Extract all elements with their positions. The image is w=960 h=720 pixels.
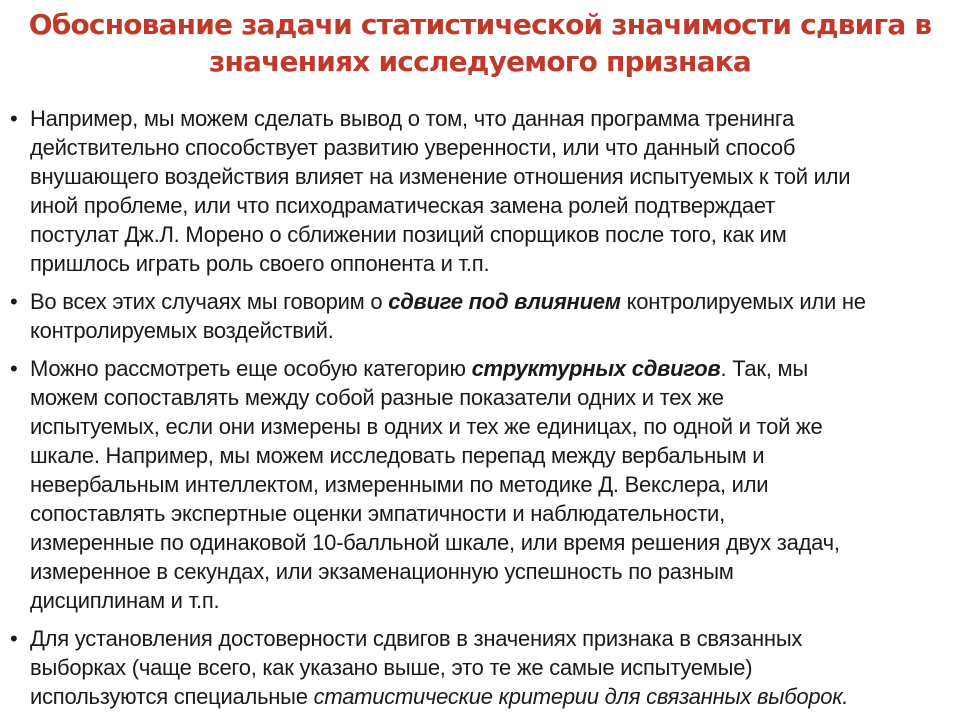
bullet-2-text-before: Во всех этих случаях мы говорим о <box>30 289 389 314</box>
bullet-item-3 <box>10 354 950 615</box>
bullet-2-line-2: контролируемых воздействий. <box>30 318 334 343</box>
slide-title <box>20 6 940 80</box>
bullet-4-line-1: Для установления достоверности сдвигов в значениях признака в связанных <box>30 626 803 651</box>
bullet-3-line-5: невербальным интеллектом, измеренными по методике Д. Векслера, или <box>30 472 769 497</box>
bullet-4-text-before: используются специальные <box>30 684 314 709</box>
bullet-1-line-2: действительно способствует развитию уверенности, или что данный способ <box>30 135 796 160</box>
bullet-4-line-3 <box>30 682 950 711</box>
title-line-2: значениях исследуемого признака <box>209 45 751 78</box>
bullet-1-line-5: постулат Дж.Л. Морено о сближении позиций спорщиков после того, как им <box>30 222 787 247</box>
bullet-3-text-before: Можно рассмотреть еще особую категорию <box>30 356 472 381</box>
bullet-1-line-4: иной проблеме, или что психодраматическая замена ролей подтверждает <box>30 193 775 218</box>
title-line-1: Обоснование задачи статистической значимости сдвига в <box>28 8 932 41</box>
bullet-1-line-1: Например, мы можем сделать вывод о том, что данная программа тренинга <box>30 106 795 131</box>
bullet-item-2 <box>10 287 950 345</box>
bullet-2-text-after: контролируемых или не <box>620 289 866 314</box>
bullet-3-line-1 <box>30 354 950 383</box>
bullet-3-emphasis: структурных сдвигов <box>471 356 721 381</box>
bullet-2-emphasis: сдвиге под влиянием <box>388 289 621 314</box>
bullet-marker: • <box>10 289 18 314</box>
bullet-item-4 <box>10 624 950 711</box>
bullet-3-line-9: дисциплинам и т.п. <box>30 588 220 613</box>
bullet-marker: • <box>10 356 18 381</box>
bullet-3-line-6: сопоставлять экспертные оценки эмпатичности и наблюдательности, <box>30 501 725 526</box>
bullet-item-1 <box>10 104 950 278</box>
bullet-3-line-4: шкале. Например, мы можем исследовать перепад между вербальным и <box>30 443 765 468</box>
bullet-3-line-8: измеренное в секундах, или экзаменационную успешность по разным <box>30 559 734 584</box>
bullet-3-line-3: испытуемых, если они измерены в одних и тех же единицах, по одной и той же <box>30 414 823 439</box>
bullet-1-line-3: внушающего воздействия влияет на изменение отношения испытуемых к той или <box>30 164 851 189</box>
bullet-3-line-2: можем сопоставлять между собой разные показатели одних и тех же <box>30 385 724 410</box>
bullet-marker: • <box>10 106 18 131</box>
bullet-4-line-2: выборках (чаще всего, как указано выше, это те же самые испытуемые) <box>30 655 753 680</box>
bullet-marker: • <box>10 626 18 651</box>
bullet-3-line-7: измеренные по одинаковой 10-балльной шкале, или время решения двух задач, <box>30 530 840 555</box>
bullet-2-line-1 <box>30 287 950 316</box>
bullet-4-emphasis: статистические критерии для связанных выборок. <box>313 684 849 709</box>
bullet-list <box>10 104 950 720</box>
bullet-1-line-6: пришлось играть роль своего оппонента и т.п. <box>30 251 490 276</box>
bullet-3-text-after: . Так, мы <box>720 356 808 381</box>
